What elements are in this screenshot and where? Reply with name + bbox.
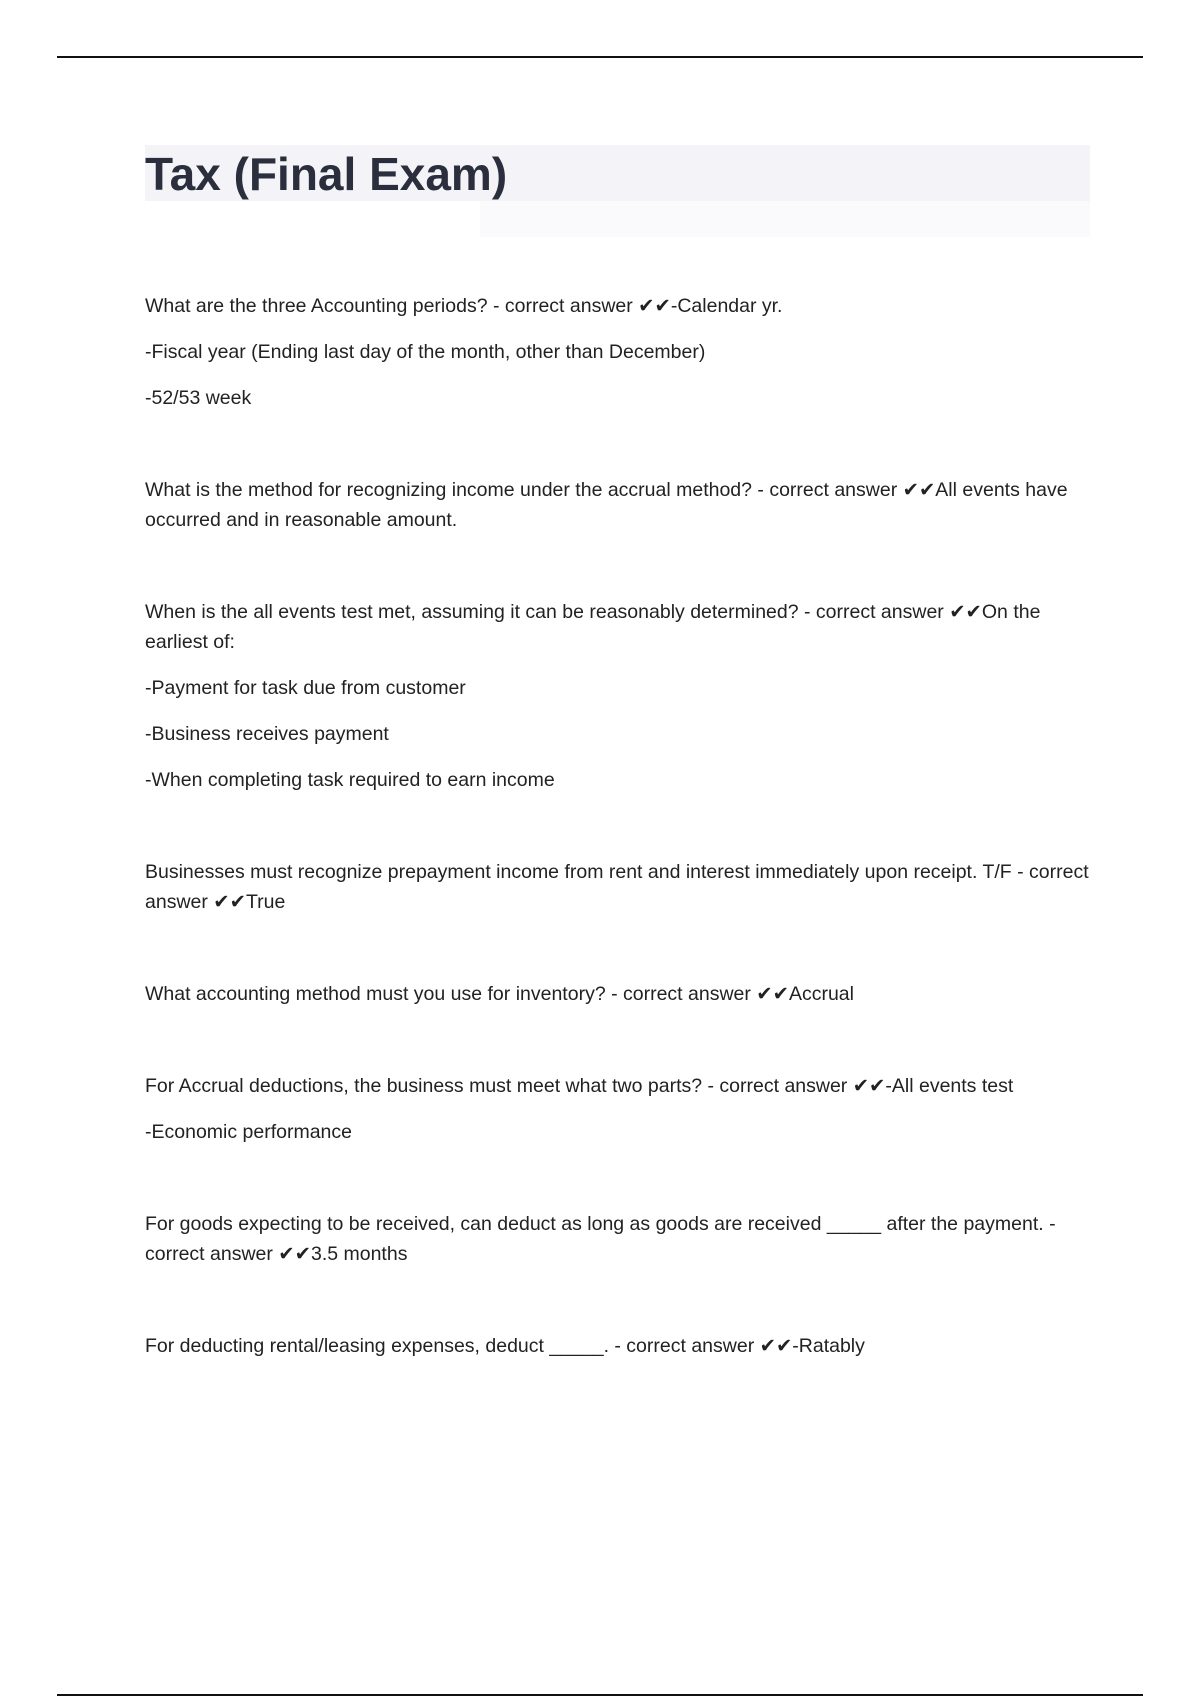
- question-line: Businesses must recognize prepayment income from rent and interest immediately upon receipt. T/F - correct answer ✔✔True: [145, 861, 1089, 913]
- answer-line: -Business receives payment: [145, 723, 389, 745]
- answer-line: -When completing task required to earn income: [145, 769, 555, 791]
- question-line: What are the three Accounting periods? - correct answer ✔✔-Calendar yr.: [145, 295, 783, 317]
- qa-item: [145, 475, 1090, 535]
- question-line: What accounting method must you use for inventory? - correct answer ✔✔Accrual: [145, 983, 854, 1005]
- question-line: For deducting rental/leasing expenses, deduct _____. - correct answer ✔✔-Ratably: [145, 1335, 865, 1357]
- page-title: Tax (Final Exam): [145, 148, 508, 200]
- qa-item: [145, 857, 1090, 917]
- qa-item: [145, 1071, 1090, 1147]
- bottom-rule: [57, 1694, 1143, 1696]
- title-block: [145, 145, 1090, 201]
- qa-item: [145, 1331, 1090, 1361]
- qa-item: [145, 979, 1090, 1009]
- top-rule: [57, 56, 1143, 58]
- qa-item: [145, 291, 1090, 413]
- question-line: For Accrual deductions, the business must meet what two parts? - correct answer ✔✔-All events test: [145, 1075, 1014, 1097]
- document-body: [145, 145, 1090, 1423]
- qa-item: [145, 597, 1090, 795]
- answer-line: -Payment for task due from customer: [145, 677, 466, 699]
- answer-line: -Fiscal year (Ending last day of the month, other than December): [145, 341, 706, 363]
- qa-item: [145, 1209, 1090, 1269]
- answer-line: -Economic performance: [145, 1121, 352, 1143]
- qa-list: [145, 291, 1090, 1361]
- question-line: What is the method for recognizing income under the accrual method? - correct answer ✔✔All events have occurred and in reasonable amount.: [145, 479, 1068, 531]
- title-shadow: [480, 201, 1090, 237]
- question-line: For goods expecting to be received, can deduct as long as goods are received _____ after the payment. - correct answer ✔✔3.5 months: [145, 1213, 1056, 1265]
- question-line: When is the all events test met, assuming it can be reasonably determined? - correct answer ✔✔On the earliest of:: [145, 601, 1041, 653]
- answer-line: -52/53 week: [145, 387, 252, 409]
